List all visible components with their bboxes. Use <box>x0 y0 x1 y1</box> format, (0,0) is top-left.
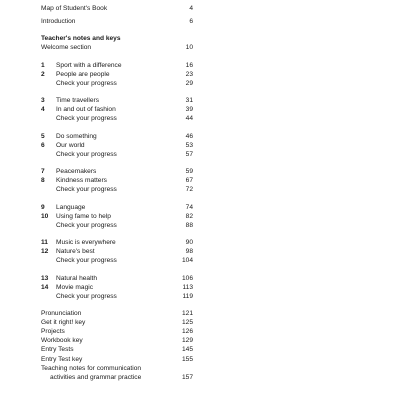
toc-row-unit[interactable] <box>41 238 193 247</box>
toc-row-back-matter[interactable] <box>41 345 193 354</box>
toc-unit-number: 9 <box>41 203 45 211</box>
toc-page: 4 <box>189 5 193 12</box>
toc-row-check-progress[interactable] <box>41 256 193 265</box>
toc-row-unit[interactable] <box>41 96 193 105</box>
toc-title-line-1: Teaching notes for communication <box>41 364 142 372</box>
toc-title: Map of Student's Book <box>41 5 108 12</box>
toc-title: Entry Tests <box>41 346 74 354</box>
toc-title: Movie magic <box>56 283 94 291</box>
toc-title: Check your progress <box>56 79 117 87</box>
back-matter-list <box>41 309 193 364</box>
toc-unit-number: 5 <box>41 132 45 140</box>
toc-page: 157 <box>181 373 193 381</box>
toc-page: 29 <box>185 79 193 87</box>
toc-unit-number: 7 <box>41 168 45 176</box>
toc-row-unit[interactable] <box>41 167 193 176</box>
toc-row-unit[interactable] <box>41 274 193 283</box>
toc-row-check-progress[interactable] <box>41 150 193 159</box>
toc-title-line-2: activities and grammar practice <box>50 373 142 381</box>
toc-page: 106 <box>181 274 193 282</box>
toc-row-unit[interactable] <box>41 141 193 150</box>
toc-page: 57 <box>185 150 193 158</box>
toc-row-unit[interactable] <box>41 247 193 256</box>
toc-row-back-matter[interactable] <box>41 327 193 336</box>
toc-row-teaching-notes[interactable] <box>41 364 193 382</box>
toc-page: 88 <box>185 221 193 229</box>
toc-title: People are people <box>56 70 110 78</box>
toc-title: Workbook key <box>41 337 83 345</box>
toc-row-back-matter[interactable] <box>41 336 193 345</box>
toc-page: 90 <box>185 239 193 247</box>
toc-unit-number: 4 <box>41 106 45 114</box>
toc-row-check-progress[interactable] <box>41 185 193 194</box>
toc-title: Music is everywhere <box>56 239 116 247</box>
toc-title: Our world <box>56 141 85 149</box>
toc-unit-number: 8 <box>41 177 45 185</box>
toc-page: 113 <box>182 283 193 291</box>
toc-page: 31 <box>185 97 193 105</box>
toc-row-check-progress[interactable] <box>41 292 193 301</box>
toc-title: Get it right! key <box>41 319 86 327</box>
toc-unit-number: 13 <box>41 274 49 282</box>
toc-row-back-matter[interactable] <box>41 355 193 364</box>
toc-row-unit[interactable] <box>41 212 193 221</box>
toc-page: 145 <box>181 346 193 354</box>
toc-title: Check your progress <box>56 150 117 158</box>
toc-row-unit[interactable] <box>41 132 193 141</box>
toc-title: Check your progress <box>56 292 117 300</box>
toc-title: Check your progress <box>56 257 117 265</box>
toc-page: 16 <box>185 61 193 69</box>
toc-page: 126 <box>181 328 193 336</box>
toc-title: Projects <box>41 328 65 336</box>
toc-row-unit[interactable] <box>41 203 193 212</box>
toc-page: 98 <box>185 248 193 256</box>
toc-row-unit[interactable] <box>41 283 193 292</box>
toc-row-check-progress[interactable] <box>41 114 193 123</box>
toc-title: Sport with a difference <box>56 61 122 69</box>
toc-title: Kindness matters <box>56 177 107 185</box>
toc-page: 155 <box>181 355 193 363</box>
toc-title: Using fame to help <box>56 212 111 220</box>
toc-unit-number: 11 <box>41 239 48 247</box>
toc-title: Pronunciation <box>41 310 82 318</box>
toc-row-unit[interactable] <box>41 105 193 114</box>
toc-page: 44 <box>185 115 193 123</box>
section-heading: Teacher's notes and keys <box>41 35 121 43</box>
toc-row-unit[interactable] <box>41 176 193 185</box>
toc-unit-number: 14 <box>41 283 49 291</box>
toc-page: 23 <box>185 70 193 78</box>
toc-title: Language <box>56 203 86 211</box>
toc-page: 6 <box>189 18 193 26</box>
toc-row-check-progress[interactable] <box>41 221 193 230</box>
toc-unit-number: 3 <box>41 97 45 105</box>
toc-title: Time travellers <box>56 97 99 105</box>
toc-title: Entry Test key <box>41 355 83 363</box>
toc-row-unit[interactable] <box>41 61 193 70</box>
toc-title: Check your progress <box>56 221 117 229</box>
toc-page: 74 <box>185 203 193 211</box>
toc-row-map[interactable] <box>41 4 193 13</box>
toc-unit-number: 2 <box>41 70 45 78</box>
toc-row-back-matter[interactable] <box>41 309 193 318</box>
toc-title: Welcome section <box>41 44 92 52</box>
toc-title: In and out of fashion <box>56 106 116 114</box>
toc-unit-number: 10 <box>41 212 49 220</box>
toc-title <box>41 364 171 382</box>
toc-row-back-matter[interactable] <box>41 318 193 327</box>
toc-title: Do something <box>56 132 97 140</box>
toc-title: Natural health <box>56 274 98 282</box>
toc-title: Check your progress <box>56 115 117 123</box>
toc-page: 125 <box>181 319 193 327</box>
toc-title: Nature's best <box>56 248 95 256</box>
toc-row-introduction[interactable] <box>41 17 193 26</box>
toc-page: 121 <box>181 310 193 318</box>
toc-page: 39 <box>185 106 193 114</box>
toc-row-check-progress[interactable] <box>41 79 193 88</box>
toc-page: 129 <box>181 337 193 345</box>
toc-row-welcome[interactable] <box>41 43 193 52</box>
toc-page: 82 <box>185 212 193 220</box>
toc-page: 119 <box>182 292 193 300</box>
toc-unit-number: 1 <box>41 61 45 69</box>
toc-page: 10 <box>185 44 193 52</box>
units-list <box>41 53 193 301</box>
toc-title: Introduction <box>41 18 76 26</box>
table-of-contents <box>41 0 193 382</box>
toc-page: 72 <box>185 186 193 194</box>
toc-page: 67 <box>185 177 193 185</box>
toc-page: 59 <box>185 168 193 176</box>
toc-page: 104 <box>181 257 193 265</box>
toc-title: Peacemakers <box>56 168 97 176</box>
toc-unit-number: 6 <box>41 141 45 149</box>
toc-page: 46 <box>185 132 193 140</box>
toc-page: 53 <box>185 141 193 149</box>
toc-unit-number: 12 <box>41 248 49 256</box>
toc-title: Check your progress <box>56 186 117 194</box>
toc-row-unit[interactable] <box>41 70 193 79</box>
